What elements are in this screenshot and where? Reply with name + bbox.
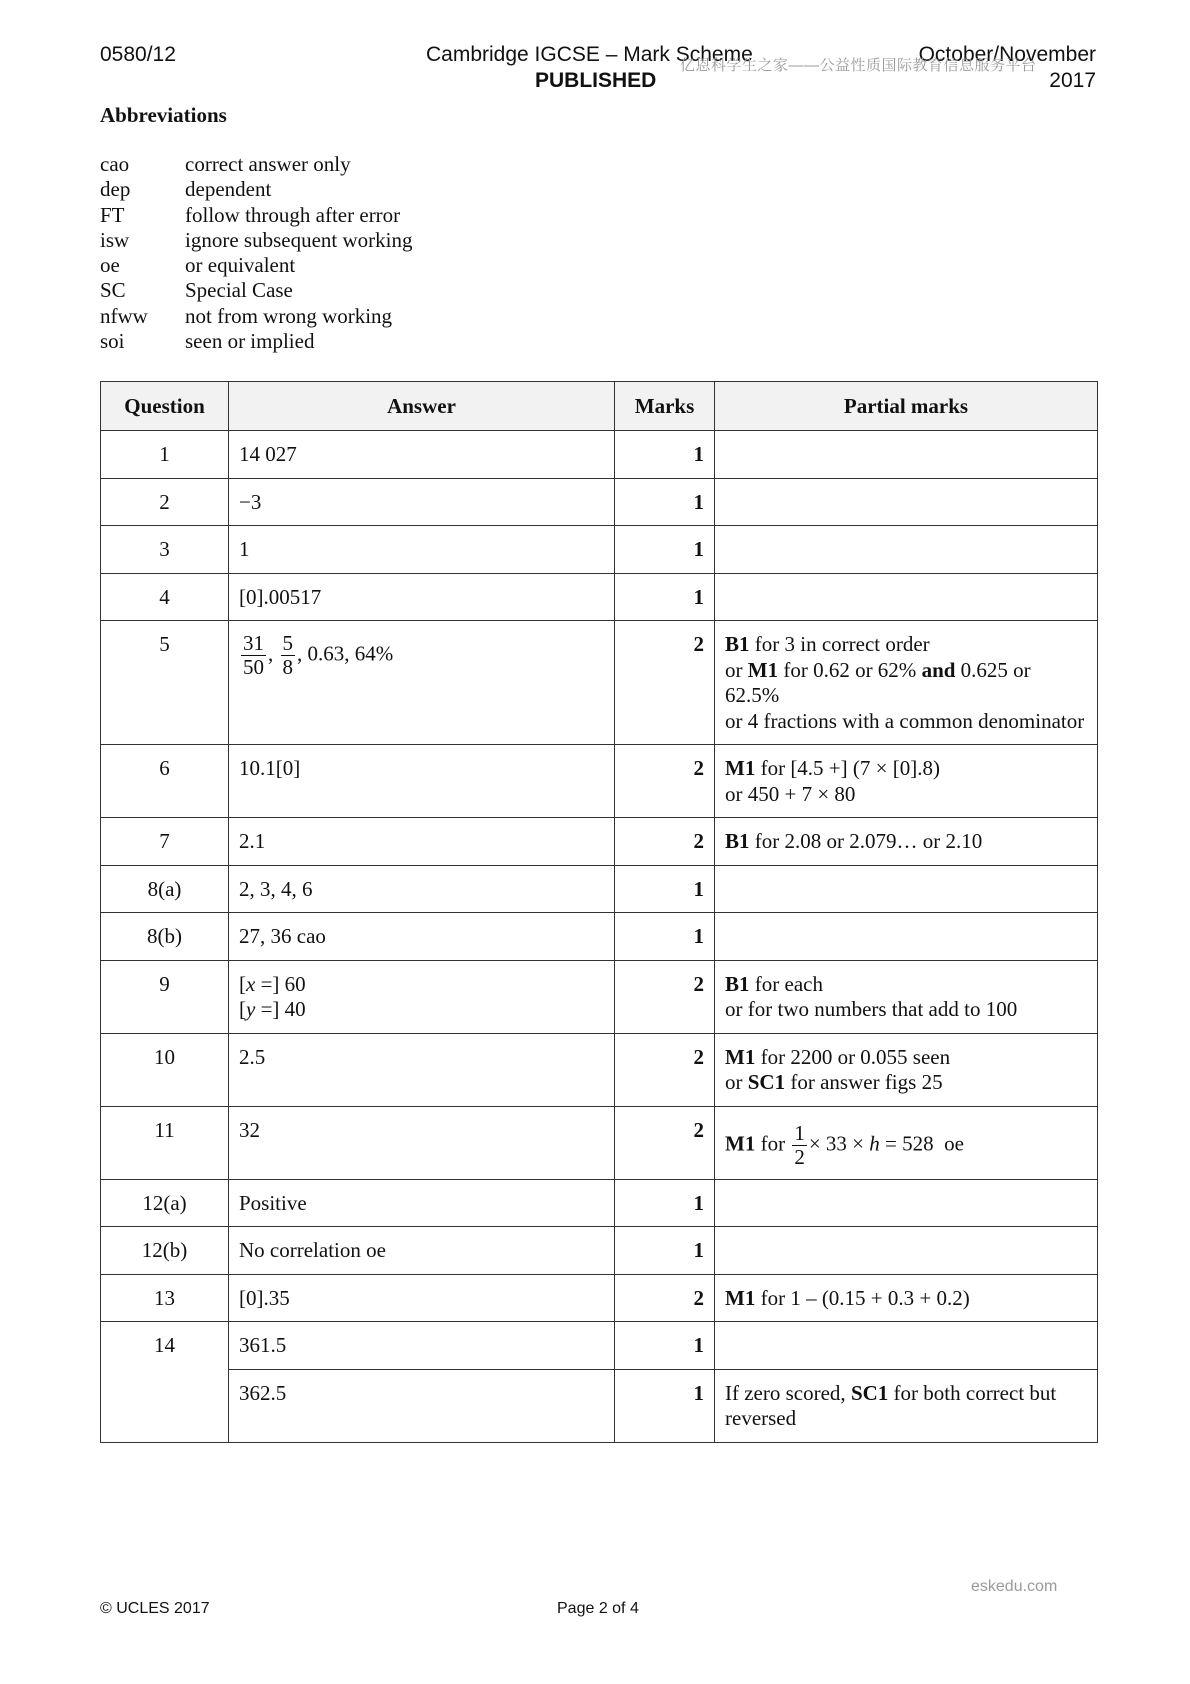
exam-year: 2017 [1049,69,1096,92]
abbreviation-item [100,203,412,228]
table-row [101,1033,1098,1106]
table-row [101,526,1098,574]
partial-text: or [725,657,748,682]
marks-cell: 2 [615,621,715,745]
partial-marks-cell [715,526,1098,574]
abbreviation-item [100,228,412,253]
bracket: [ [239,971,246,996]
table-row [101,1274,1098,1322]
partial-text: 0.625 or 62.5% [725,657,1031,707]
partial-marks-cell [715,1322,1098,1370]
partial-marks-cell [715,431,1098,479]
fraction-numerator: 31 [243,631,264,655]
answer-cell: 2.5 [229,1033,615,1106]
mark-scheme-table [100,381,1098,1443]
header-marks: Marks [615,382,715,431]
partial-marks-cell [715,865,1098,913]
question-number: 4 [101,573,229,621]
marks-cell: 2 [615,1106,715,1179]
abbreviation-meaning: correct answer only [185,152,351,176]
abbreviation-item [100,253,412,278]
partial-text: for 3 in correct order [749,632,930,656]
marks-cell: 1 [615,1179,715,1227]
expression-text: × 33 × [808,1130,870,1155]
abbreviation-code: cao [100,152,130,176]
site-watermark: eskedu.com [971,1578,1058,1595]
marks-cell: 1 [615,865,715,913]
table-row [101,960,1098,1033]
syllabus-code: 0580/12 [100,43,176,66]
question-number: 12(a) [101,1179,229,1227]
table-row [101,1179,1098,1227]
abbreviation-meaning: Special Case [185,278,293,303]
question-number: 12(b) [101,1227,229,1275]
partial-text: for [755,1130,791,1155]
answer-cell: 10.1[0] [229,745,615,818]
abbreviation-code: nfww [100,303,148,328]
answer-cell: 14 027 [229,431,615,479]
abbreviation-meaning: not from wrong working [185,303,393,328]
marks-cell: 2 [615,1033,715,1106]
abbreviations-heading: Abbreviations [100,103,227,127]
abbreviation-meaning: ignore subsequent working [185,227,413,252]
page-number: Page 2 of 4 [557,1600,639,1617]
answer-cell: 361.5 [229,1322,615,1370]
table-row [101,478,1098,526]
question-number: 3 [101,526,229,574]
abbreviation-code: oe [100,253,120,278]
marks-cell: 1 [615,431,715,479]
partial-text: If zero scored, [725,1380,851,1405]
header-answer: Answer [229,382,615,431]
mark-code: SC1 [747,1070,786,1094]
fraction [281,632,296,679]
partial-marks-cell [715,1369,1098,1442]
partial-text: for 0.62 or 62% [778,657,922,682]
partial-text: for [4.5 +] (7 × [0].8) [755,756,940,780]
abbreviation-item [100,177,412,202]
partial-text: for answer figs 25 [785,1070,943,1094]
partial-text: or 4 fractions with a common denominator [725,708,1085,733]
answer-cell: −3 [229,478,615,526]
marks-cell: 2 [615,818,715,866]
table-row [101,431,1098,479]
marks-cell: 2 [615,745,715,818]
answer-cell: 2.1 [229,818,615,866]
header-partial-marks: Partial marks [715,382,1098,431]
variable-h: h [869,1130,880,1155]
partial-text: for 2200 or 0.055 seen [755,1044,951,1069]
partial-text: for 2.08 or 2.079… or 2.10 [749,829,983,853]
partial-marks-cell [715,818,1098,866]
abbreviation-code: dep [100,177,131,202]
question-number: 10 [101,1033,229,1106]
abbreviation-meaning: dependent [185,177,272,202]
marks-cell: 1 [615,913,715,961]
answer-cell: 362.5 [229,1369,615,1442]
answer-cell [229,621,615,745]
document-title: Cambridge IGCSE – Mark Scheme [426,43,753,66]
partial-marks-cell [715,913,1098,961]
table-row [101,573,1098,621]
partial-keyword: and [921,657,956,682]
mark-code: M1 [725,1044,756,1069]
mark-code: B1 [725,632,750,656]
exam-session: October/November [918,43,1096,66]
abbreviation-code: isw [100,227,130,252]
marks-cell: 1 [615,1322,715,1370]
question-number: 2 [101,478,229,526]
variable-y: y [246,997,256,1021]
header-question: Question [101,382,229,431]
question-number: 14 [101,1322,229,1443]
table-row [101,621,1098,745]
partial-marks-cell [715,1106,1098,1179]
answer-cell: 1 [229,526,615,574]
mark-code: B1 [725,829,750,853]
abbreviation-item [100,329,412,354]
partial-text: or [725,1070,748,1094]
question-number: 5 [101,621,229,745]
mark-code: M1 [725,1130,756,1155]
variable-x: x [246,971,256,996]
answer-text: =] 40 [255,997,306,1021]
fraction-denominator: 8 [282,655,293,680]
table-row [101,1322,1098,1370]
mark-code: B1 [725,971,750,996]
copyright-notice: © UCLES 2017 [100,1600,210,1617]
table-row [101,745,1098,818]
partial-marks-cell [715,621,1098,745]
abbreviations-list [100,152,412,354]
partial-text: for both correct but reversed [725,1380,1057,1431]
abbreviation-meaning: follow through after error [185,202,401,227]
marks-cell: 1 [615,1227,715,1275]
marks-cell: 2 [615,1274,715,1322]
fraction [241,632,266,679]
answer-cell: 32 [229,1106,615,1179]
abbreviation-code: FT [100,202,125,227]
partial-text: or for two numbers that add to 100 [725,997,1018,1021]
partial-marks-cell [715,1274,1098,1322]
table-row [101,865,1098,913]
marks-cell: 1 [615,573,715,621]
abbreviation-item [100,304,412,329]
answer-tail: , 0.63, 64% [297,641,394,666]
answer-cell: [0].35 [229,1274,615,1322]
partial-marks-cell [715,960,1098,1033]
partial-marks-cell [715,1179,1098,1227]
partial-marks-cell [715,1227,1098,1275]
answer-cell: 2, 3, 4, 6 [229,865,615,913]
fraction-numerator: 5 [282,631,293,655]
abbreviation-item [100,152,412,177]
partial-marks-cell [715,745,1098,818]
abbreviation-item [100,278,412,303]
expression-text: = 528 oe [879,1130,964,1155]
answer-cell: [0].00517 [229,573,615,621]
fraction-denominator: 2 [794,1144,805,1169]
answer-cell: 27, 36 cao [229,913,615,961]
abbreviation-meaning: seen or implied [185,329,315,354]
table-row [101,1106,1098,1179]
partial-marks-cell [715,478,1098,526]
question-number: 6 [101,745,229,818]
question-number: 8(b) [101,913,229,961]
mark-code: M1 [747,657,779,682]
partial-text: or 450 + 7 × 80 [725,781,856,806]
table-row [101,1369,1098,1442]
watermark-text: 亿恩科学生之家——公益性质国际教育信息服务平台 [680,57,1037,74]
mark-code: SC1 [850,1380,889,1405]
question-number: 13 [101,1274,229,1322]
fraction [792,1122,807,1169]
table-header-row [101,382,1098,431]
question-number: 9 [101,960,229,1033]
abbreviation-meaning: or equivalent [185,253,296,278]
marks-cell: 1 [615,1369,715,1442]
marks-cell: 1 [615,478,715,526]
mark-code: M1 [725,1285,756,1310]
abbreviation-code: soi [100,329,125,354]
answer-cell [229,960,615,1033]
answer-text: =] 60 [255,971,306,996]
separator: , [268,641,274,666]
answer-cell: No correlation oe [229,1227,615,1275]
question-number: 8(a) [101,865,229,913]
table-row [101,1227,1098,1275]
question-number: 11 [101,1106,229,1179]
fraction-denominator: 50 [243,655,264,680]
marks-cell: 1 [615,526,715,574]
answer-cell: Positive [229,1179,615,1227]
question-number: 1 [101,431,229,479]
partial-marks-cell [715,573,1098,621]
partial-text: for 1 – (0.15 + 0.3 + 0.2) [755,1285,970,1310]
abbreviation-code: SC [100,278,126,303]
partial-text: for each [749,971,823,996]
mark-code: M1 [725,756,756,780]
question-number: 7 [101,818,229,866]
published-label: PUBLISHED [535,69,657,92]
table-row [101,818,1098,866]
bracket: [ [239,997,246,1021]
partial-marks-cell [715,1033,1098,1106]
table-row [101,913,1098,961]
fraction-numerator: 1 [794,1120,805,1145]
marks-cell: 2 [615,960,715,1033]
